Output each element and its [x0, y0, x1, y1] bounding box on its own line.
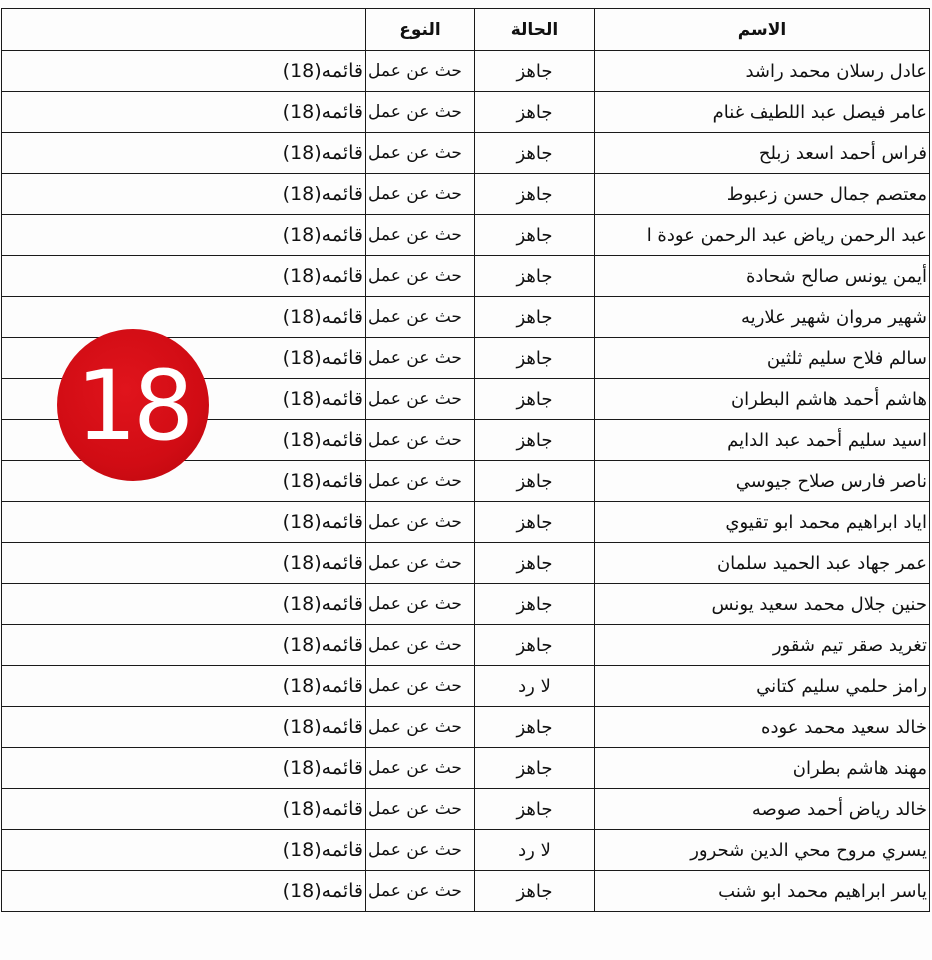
- type-cell: حث عن عمل: [366, 502, 475, 543]
- header-name: الاسم: [595, 9, 930, 51]
- list-cell: قائمه(18): [2, 871, 366, 912]
- type-cell: حث عن عمل: [366, 543, 475, 584]
- type-cell: حث عن عمل: [366, 256, 475, 297]
- status-cell: جاهز: [475, 871, 595, 912]
- list-cell: قائمه(18): [2, 420, 366, 461]
- status-cell: جاهز: [475, 625, 595, 666]
- table-row: [2, 707, 930, 748]
- status-cell: لا رد: [475, 666, 595, 707]
- list-cell: قائمه(18): [2, 461, 366, 502]
- list-cell: قائمه(18): [2, 666, 366, 707]
- table-row: [2, 133, 930, 174]
- header-row: [2, 9, 930, 51]
- list-cell: قائمه(18): [2, 51, 366, 92]
- name-cell: خالد رياض أحمد صوصه: [595, 789, 930, 830]
- name-cell: اياد ابراهيم محمد ابو تقيوي: [595, 502, 930, 543]
- type-cell: حث عن عمل: [366, 420, 475, 461]
- list-cell: قائمه(18): [2, 584, 366, 625]
- type-cell: حث عن عمل: [366, 51, 475, 92]
- status-cell: لا رد: [475, 830, 595, 871]
- status-cell: جاهز: [475, 748, 595, 789]
- type-cell: حث عن عمل: [366, 666, 475, 707]
- type-cell: حث عن عمل: [366, 379, 475, 420]
- list-cell: قائمه(18): [2, 133, 366, 174]
- name-cell: شهير مروان شهير علاريه: [595, 297, 930, 338]
- table-row: [2, 256, 930, 297]
- header-type: النوع: [366, 9, 475, 51]
- badge-number: 18: [75, 350, 191, 462]
- table-row: [2, 666, 930, 707]
- name-cell: أيمن يونس صالح شحادة: [595, 256, 930, 297]
- status-cell: جاهز: [475, 707, 595, 748]
- list-cell: قائمه(18): [2, 92, 366, 133]
- list-cell: قائمه(18): [2, 256, 366, 297]
- type-cell: حث عن عمل: [366, 584, 475, 625]
- name-cell: يسري مروح محي الدين شحرور: [595, 830, 930, 871]
- list-cell: قائمه(18): [2, 789, 366, 830]
- list-cell: قائمه(18): [2, 830, 366, 871]
- header-list: [2, 9, 366, 51]
- name-cell: ناصر فارس صلاح جيوسي: [595, 461, 930, 502]
- status-cell: جاهز: [475, 543, 595, 584]
- type-cell: حث عن عمل: [366, 748, 475, 789]
- list-cell: قائمه(18): [2, 543, 366, 584]
- status-cell: جاهز: [475, 338, 595, 379]
- table-row: [2, 748, 930, 789]
- list-cell: قائمه(18): [2, 625, 366, 666]
- name-cell: رامز حلمي سليم كتاني: [595, 666, 930, 707]
- list-cell: قائمه(18): [2, 297, 366, 338]
- list-cell: قائمه(18): [2, 215, 366, 256]
- name-cell: فراس أحمد اسعد زبلح: [595, 133, 930, 174]
- status-cell: جاهز: [475, 133, 595, 174]
- type-cell: حث عن عمل: [366, 174, 475, 215]
- status-cell: جاهز: [475, 789, 595, 830]
- status-cell: جاهز: [475, 92, 595, 133]
- table-row: [2, 502, 930, 543]
- list-cell: قائمه(18): [2, 338, 366, 379]
- type-cell: حث عن عمل: [366, 215, 475, 256]
- status-cell: جاهز: [475, 502, 595, 543]
- type-cell: حث عن عمل: [366, 133, 475, 174]
- table-row: [2, 51, 930, 92]
- type-cell: حث عن عمل: [366, 338, 475, 379]
- name-cell: مهند هاشم بطران: [595, 748, 930, 789]
- table-row: [2, 830, 930, 871]
- table-row: [2, 92, 930, 133]
- status-cell: جاهز: [475, 461, 595, 502]
- name-cell: عامر فيصل عبد اللطيف غنام: [595, 92, 930, 133]
- type-cell: حث عن عمل: [366, 625, 475, 666]
- type-cell: حث عن عمل: [366, 461, 475, 502]
- table-row: [2, 871, 930, 912]
- status-cell: جاهز: [475, 215, 595, 256]
- name-cell: حنين جلال محمد سعيد يونس: [595, 584, 930, 625]
- type-cell: حث عن عمل: [366, 297, 475, 338]
- name-cell: هاشم أحمد هاشم البطران: [595, 379, 930, 420]
- status-cell: جاهز: [475, 174, 595, 215]
- list-cell: قائمه(18): [2, 174, 366, 215]
- list-number-badge: [57, 329, 209, 481]
- table-row: [2, 789, 930, 830]
- roster-body: [2, 51, 930, 912]
- name-cell: تغريد صقر تيم شقور: [595, 625, 930, 666]
- table-row: [2, 215, 930, 256]
- status-cell: جاهز: [475, 379, 595, 420]
- status-cell: جاهز: [475, 420, 595, 461]
- status-cell: جاهز: [475, 297, 595, 338]
- list-cell: قائمه(18): [2, 748, 366, 789]
- table-row: [2, 174, 930, 215]
- status-cell: جاهز: [475, 256, 595, 297]
- type-cell: حث عن عمل: [366, 871, 475, 912]
- list-cell: قائمه(18): [2, 502, 366, 543]
- list-cell: قائمه(18): [2, 707, 366, 748]
- type-cell: حث عن عمل: [366, 707, 475, 748]
- type-cell: حث عن عمل: [366, 830, 475, 871]
- name-cell: عمر جهاد عبد الحميد سلمان: [595, 543, 930, 584]
- name-cell: خالد سعيد محمد عوده: [595, 707, 930, 748]
- name-cell: سالم فلاح سليم ثلثين: [595, 338, 930, 379]
- list-cell: قائمه(18): [2, 379, 366, 420]
- table-row: [2, 584, 930, 625]
- name-cell: عادل رسلان محمد راشد: [595, 51, 930, 92]
- table-row: [2, 543, 930, 584]
- type-cell: حث عن عمل: [366, 789, 475, 830]
- header-status: الحالة: [475, 9, 595, 51]
- table-row: [2, 625, 930, 666]
- name-cell: اسيد سليم أحمد عبد الدايم: [595, 420, 930, 461]
- name-cell: عبد الرحمن رياض عبد الرحمن عودة ا: [595, 215, 930, 256]
- status-cell: جاهز: [475, 51, 595, 92]
- status-cell: جاهز: [475, 584, 595, 625]
- type-cell: حث عن عمل: [366, 92, 475, 133]
- name-cell: معتصم جمال حسن زعبوط: [595, 174, 930, 215]
- name-cell: ياسر ابراهيم محمد ابو شنب: [595, 871, 930, 912]
